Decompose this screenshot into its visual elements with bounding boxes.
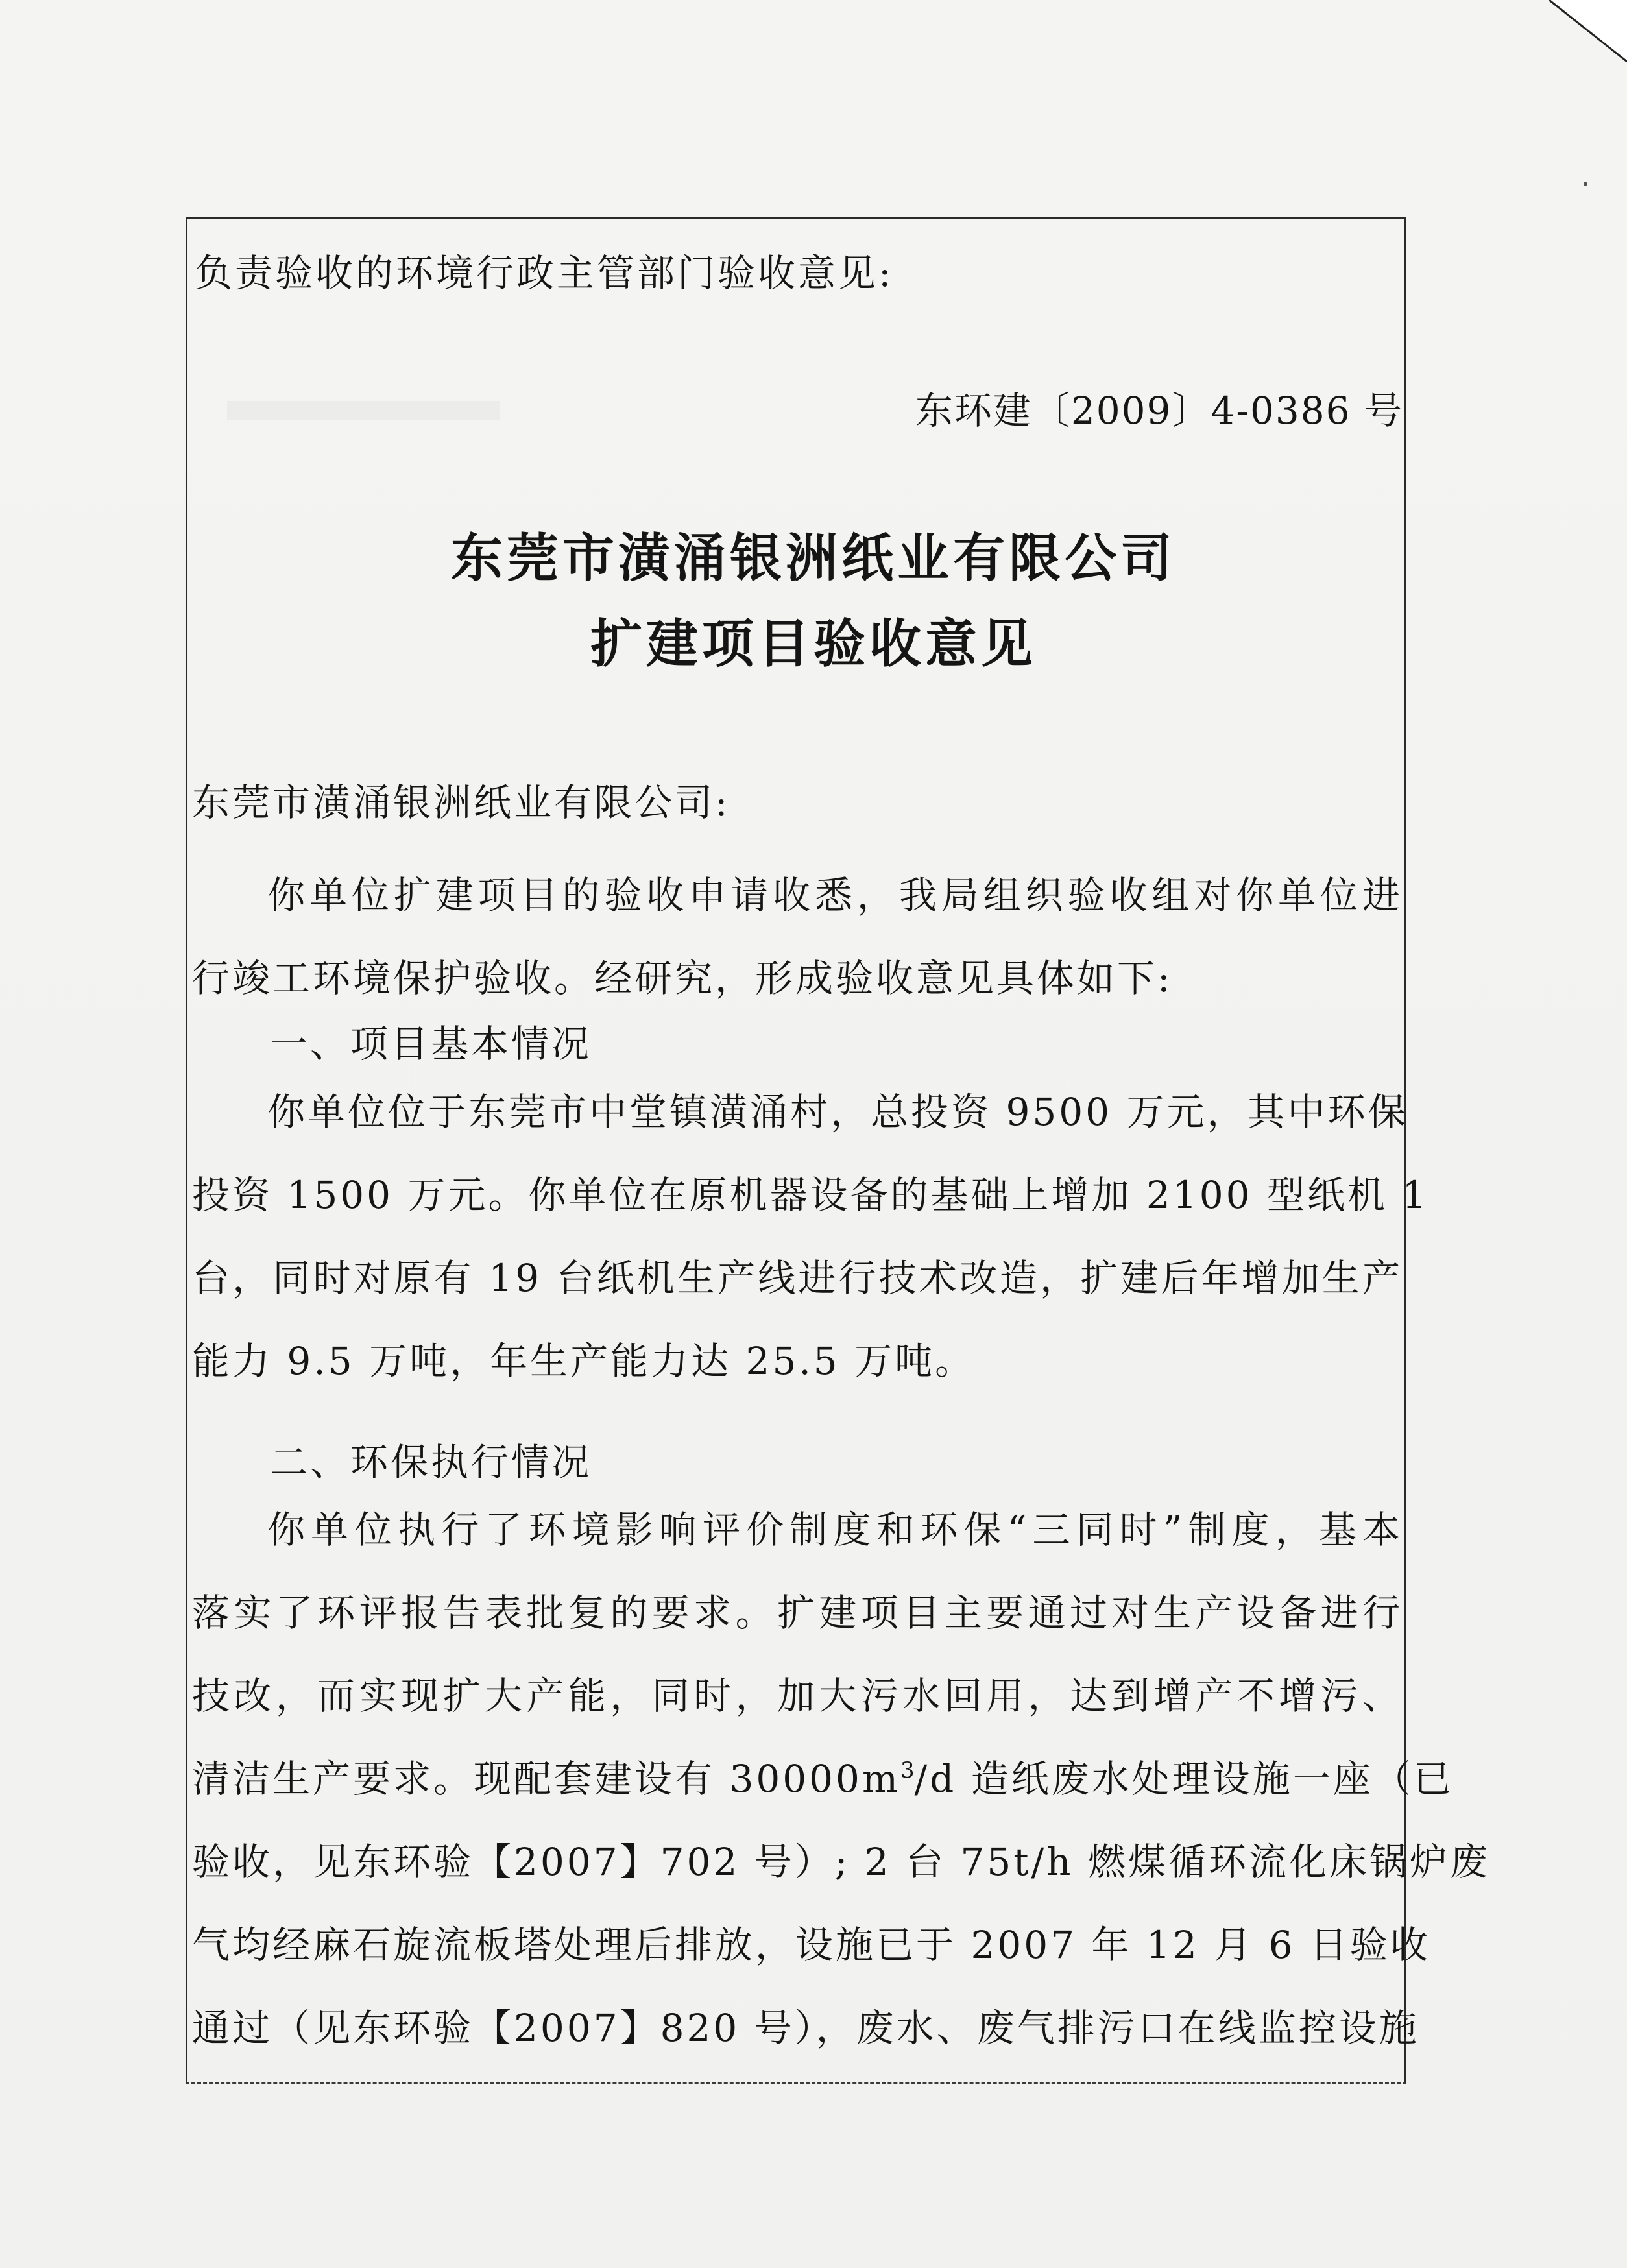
paragraph-line: 行竣工环境保护验收。经研究，形成验收意见具体如下: [192, 956, 1173, 1000]
paragraph-line: 落实了环评报告表批复的要求。扩建项目主要通过对生产设备进行 [192, 1591, 1403, 1635]
intro-paragraph [192, 854, 1403, 1020]
paragraph-line: 你单位位于东莞市中堂镇潢涌村，总投资 9500 万元，其中环保 [267, 1090, 1408, 1134]
section1-paragraph [192, 1070, 1429, 1403]
superscript: 3 [900, 1757, 915, 1783]
paragraph-line: 验收，见东环验【2007】702 号）; 2 台 75t/h 燃煤循环流化床锅炉废 [192, 1840, 1490, 1884]
scan-speck [1584, 182, 1587, 186]
page-corner-fold [1549, 0, 1627, 65]
faded-text-smudge [227, 401, 500, 420]
section1-title: 一、项目基本情况 [270, 1022, 592, 1066]
line-tail: /d 造纸废水处理设施一座（已 [914, 1757, 1454, 1801]
section2-paragraph [192, 1488, 1490, 2069]
section-heading-label: 负责验收的环境行政主管部门验收意见: [195, 251, 894, 295]
paragraph-line: 投资 1500 万元。你单位在原机器设备的基础上增加 2100 型纸机 1 [192, 1173, 1429, 1217]
document-title-line1: 东莞市潢涌银洲纸业有限公司 [451, 527, 1176, 588]
paragraph-line: 你单位执行了环境影响评价制度和环保“三同时”制度，基本 [267, 1508, 1403, 1552]
line-head: 清洁生产要求。现配套建设有 30000m [192, 1757, 900, 1801]
paragraph-line: 通过（见东环验【2007】820 号），废水、废气排污口在线监控设施 [192, 2006, 1419, 2050]
paragraph-line-with-superscript [192, 1737, 1454, 1820]
paragraph-line: 你单位扩建项目的验收申请收悉，我局组织验收组对你单位进 [267, 873, 1403, 917]
document-number: 东环建〔2009〕4-0386 号 [915, 389, 1403, 433]
paragraph-line: 能力 9.5 万吨，年生产能力达 25.5 万吨。 [192, 1339, 976, 1383]
paragraph-line: 台，同时对原有 19 台纸机生产线进行技术改造，扩建后年增加生产 [192, 1256, 1403, 1300]
paragraph-line: 技改，而实现扩大产能，同时，加大污水回用，达到增产不增污、 [192, 1674, 1403, 1718]
document-title-line2: 扩建项目验收意见 [590, 613, 1037, 674]
paragraph-line: 气均经麻石旋流板塔处理后排放，设施已于 2007 年 12 月 6 日验收 [192, 1923, 1430, 1967]
addressee: 东莞市潢涌银洲纸业有限公司: [192, 780, 730, 825]
section2-title: 二、环保执行情况 [270, 1440, 592, 1484]
